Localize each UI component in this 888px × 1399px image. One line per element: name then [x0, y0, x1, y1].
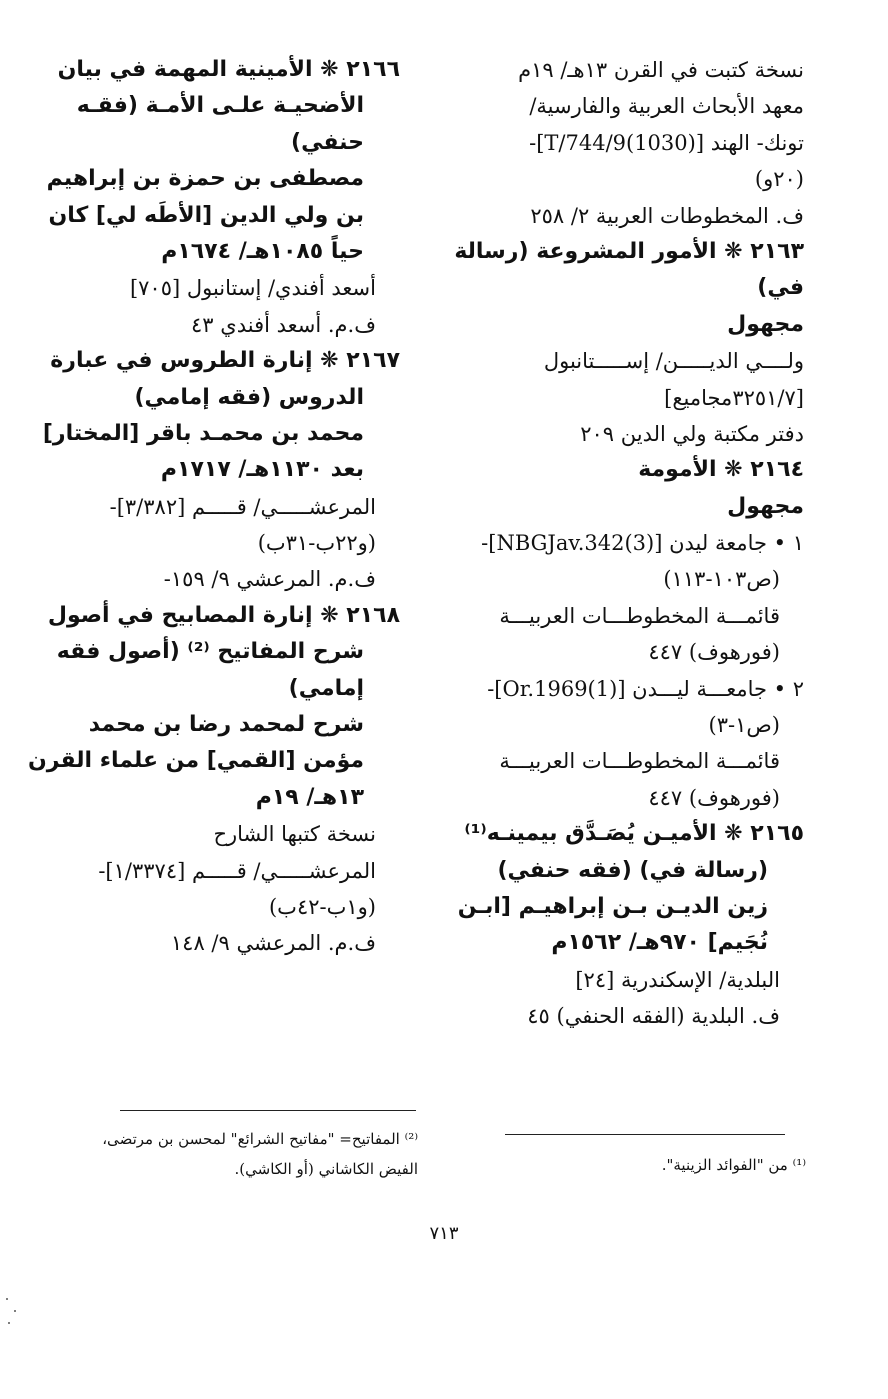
- entry-detail-line: قائمـــة المخطوطـــات العربيـــة: [499, 749, 780, 774]
- entry-detail-line: ١ • جامعة ليدن [NBGJav.342(3)]-: [481, 531, 804, 556]
- entry-heading-line: مجهول: [727, 493, 804, 519]
- entry-heading-line: ٢١٦٣ ❋ الأمور المشروعة (رسالة: [454, 238, 804, 264]
- entry-heading-line: حياً ١٠٨٥هـ/ ١٦٧٤م: [161, 238, 364, 264]
- left-column: [27, 52, 400, 962]
- footnote-left: [58, 1124, 418, 1184]
- entry-detail-line: ف. البلدية (الفقه الحنفي) ٤٥: [527, 1004, 780, 1029]
- entry-detail-line: [٣٢٥١/٧مجاميع]: [664, 385, 804, 410]
- entry-detail-line: قائمـــة المخطوطـــات العربيـــة: [499, 603, 780, 628]
- entry-detail-line: (فورهوف) ٤٤٧: [648, 640, 780, 665]
- entry-heading-line: إمامي): [288, 675, 364, 701]
- entry-heading-line: شرح المفاتيح ⁽²⁾ (أصول فقه: [56, 639, 364, 665]
- entry-heading-line: ٢١٦٨ ❋ إنارة المصابيح في أصول: [47, 602, 400, 628]
- footnote-text: الفيض الكاشاني (أو الكاشي).: [234, 1160, 418, 1178]
- entry-detail-line: (و٢٢ب-٣١ب): [257, 531, 376, 556]
- entry-detail-line: دفتر مكتبة ولي الدين ٢٠٩: [580, 421, 804, 446]
- entry-detail-line: ف.م. أسعد أفندي ٤٣: [191, 312, 376, 337]
- entry-heading-line: حنفي): [291, 129, 364, 155]
- entry-detail-line: (٢٠و): [754, 167, 804, 192]
- entry-detail-line: المرعشـــــي/ قـــــم [١/٣٣٧٤]-: [98, 858, 376, 883]
- footnote-right: [486, 1150, 806, 1180]
- footnote-text: ⁽²⁾ المفاتيح= "مفاتيح الشرائع" لمحسن بن مرتضى،: [102, 1130, 418, 1148]
- entry-detail-line: أسعد أفندي/ إستانبول [٧٠٥]: [129, 276, 376, 301]
- entry-detail-line: ف.م. المرعشي ٩/ ١٥٩-: [163, 567, 376, 592]
- footnote-separator-right: [505, 1134, 785, 1135]
- entry-heading-line: ٢١٦٦ ❋ الأمينية المهمة في بيان: [57, 57, 400, 82]
- entry-detail-line: ٢ • جامعـــة ليـــدن [Or.1969(1)]-: [487, 676, 804, 701]
- entry-heading-line: نُجَيم] ٩٧٠هـ/ ١٥٦٢م: [551, 930, 768, 956]
- entry-detail-line: المرعشـــــي/ قـــــم [٣/٣٨٢]-: [109, 494, 376, 519]
- entry-detail-line: تونك- الهند [T/744/9(1030)]-: [529, 130, 804, 155]
- entry-heading-line: بن ولي الدين [الأطَه لي] كان: [48, 202, 364, 228]
- entry-heading-line: مجهول: [727, 311, 804, 337]
- entry-heading-line: (رسالة في) (فقه حنفي): [497, 857, 768, 883]
- entry-detail-line: (ص١٠٣-١١٣): [663, 567, 780, 592]
- entry-heading-line: الأضحيـة علـى الأمـة (فقـه: [76, 93, 364, 119]
- entry-heading-line: شرح لمحمد رضا بن محمد: [88, 712, 364, 738]
- entry-detail-line: ف.م. المرعشي ٩/ ١٤٨: [170, 931, 376, 956]
- entry-detail-line: (ص١-٣): [708, 713, 780, 738]
- entry-heading-line: مصطفى بن حمزة بن إبراهيم: [46, 166, 364, 192]
- entry-heading-line: زين الديـن بـن إبراهيـم [ابـن: [457, 893, 768, 919]
- entry-heading-line: ٢١٦٥ ❋ الأميـن يُصَـدَّق بيمينـه⁽¹⁾: [464, 821, 804, 847]
- entry-detail-line: (و١ب-٤٢ب): [268, 894, 376, 919]
- scan-speck: [6, 1298, 8, 1300]
- page-number: ٧١٣: [429, 1223, 459, 1244]
- entry-heading-line: الدروس (فقه إمامي): [134, 384, 364, 410]
- entry-detail-line: ولــــي الديـــــن/ إســـــتانبول: [543, 349, 804, 374]
- entry-heading-line: بعد ١١٣٠هـ/ ١٧١٧م: [160, 457, 364, 483]
- footnote-separator-left: [120, 1110, 416, 1111]
- entry-heading-line: في): [757, 275, 804, 301]
- entry-detail-line: نسخة كتبت في القرن ١٣هـ/ ١٩م: [518, 58, 804, 82]
- entry-detail-line: نسخة كتبها الشارح: [213, 822, 376, 847]
- entry-detail-line: ف. المخطوطات العربية ٢/ ٢٥٨: [530, 203, 804, 228]
- entry-detail-line: معهد الأبحاث العربية والفارسية/: [529, 94, 804, 119]
- entry-detail-line: البلدية/ الإسكندرية [٢٤]: [575, 967, 780, 992]
- scan-speck: [8, 1322, 10, 1324]
- right-column: [454, 52, 804, 1035]
- scan-speck: [14, 1310, 16, 1312]
- entry-detail-line: (فورهوف) ٤٤٧: [648, 785, 780, 810]
- entry-heading-line: مؤمن [القمي] من علماء القرن: [27, 748, 364, 774]
- entry-heading-line: ١٣هـ/ ١٩م: [255, 784, 364, 810]
- entry-heading-line: ٢١٦٧ ❋ إنارة الطروس في عبارة: [50, 348, 400, 374]
- entry-heading-line: ٢١٦٤ ❋ الأمومة: [638, 457, 804, 483]
- footnote-text: ⁽¹⁾ من "الفوائد الزينية".: [661, 1156, 806, 1174]
- entry-heading-line: محمد بن محمـد باقر [المختار]: [42, 420, 364, 446]
